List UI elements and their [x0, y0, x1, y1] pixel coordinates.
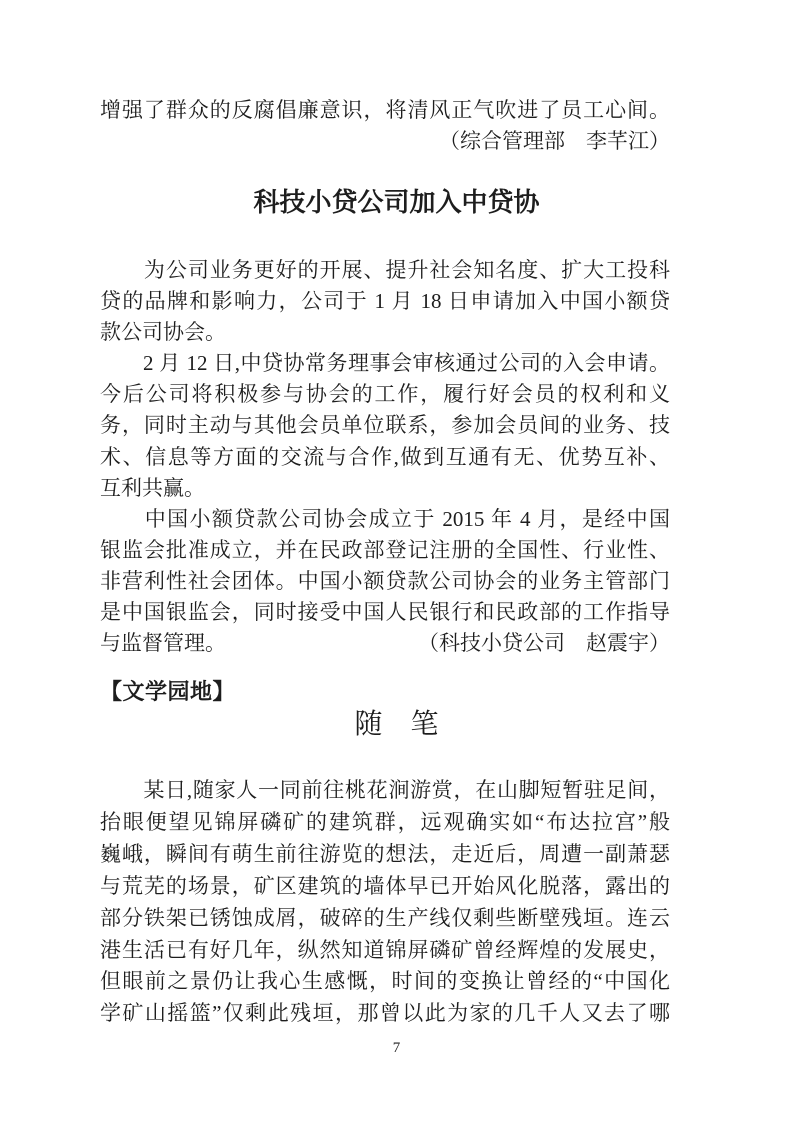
author-attribution: （综合管理部 李芊江） [439, 129, 670, 154]
text-line: 为公司业务更好的开展、提升社会知名度、扩大工投科 [100, 258, 670, 282]
text-line: 款公司协会。 [100, 320, 226, 345]
text-line: 部分铁架已锈蚀成屑，破碎的生产线仅剩些断壁残垣。连云 [100, 905, 670, 930]
closing-text: 与监督管理。 [100, 631, 226, 655]
text-line: 2 月 12 日,中贷协常务理事会审核通过公司的入会申请。 [100, 351, 670, 376]
text-line: 但眼前之景仍让我心生感慨，时间的变换让曾经的“中国化 [100, 969, 670, 994]
text-line: 非营利性社会团体。中国小额贷款公司协会的业务主管部门 [100, 568, 670, 593]
text-line: 抬眼便望见锦屏磷矿的建筑群，远观确实如“布达拉宫”般 [100, 809, 670, 834]
closing-line-row [100, 628, 670, 659]
text-line: 某日,随家人一同前往桃花涧游赏，在山脚短暂驻足间， [100, 778, 670, 802]
text-line: 今后公司将积极参与协会的工作，履行好会员的权利和义 [100, 382, 670, 407]
text-line: 贷的品牌和影响力，公司于 1 月 18 日申请加入中国小额贷 [100, 289, 670, 314]
section-label-literature: 【文学园地】 [100, 679, 236, 704]
essay-title: 随 笔 [354, 708, 439, 739]
text-line: 术、信息等方面的交流与合作,做到互通有无、优势互补、 [100, 444, 670, 469]
author-attribution: （科技小贷公司 赵震宇） [418, 631, 670, 655]
page-number: 7 [392, 1040, 401, 1056]
previous-article-ending [100, 95, 670, 157]
text-line: 中国小额贷款公司协会成立于 2015 年 4 月，是经中国 [100, 506, 670, 531]
article-title: 科技小贷公司加入中贷协 [253, 187, 540, 217]
article-closing [100, 628, 670, 659]
essay-body [100, 775, 670, 1030]
text-line: 港生活已有好几年，纵然知道锦屏磷矿曾经辉煌的发展史， [100, 937, 670, 962]
article-body [100, 255, 670, 628]
text-line: 与荒芜的场景，矿区建筑的墙体早已开始风化脱落，露出的 [100, 873, 670, 898]
text-line: 互利共赢。 [100, 475, 205, 500]
text-line: 增强了群众的反腐倡廉意识，将清风正气吹进了员工心间。 [100, 98, 670, 122]
text-line: 银监会批准成立，并在民政部登记注册的全国性、行业性、 [100, 537, 670, 562]
text-line: 务，同时主动与其他会员单位联系，参加会员间的业务、技 [100, 413, 670, 438]
text-line: 巍峨，瞬间有萌生前往游览的想法，走近后，周遭一副萧瑟 [100, 841, 670, 866]
text-line: 是中国银监会，同时接受中国人民银行和民政部的工作指导 [100, 600, 670, 625]
text-line: 学矿山摇篮”仅剩此残垣，那曾以此为家的几千人又去了哪 [100, 1001, 670, 1026]
